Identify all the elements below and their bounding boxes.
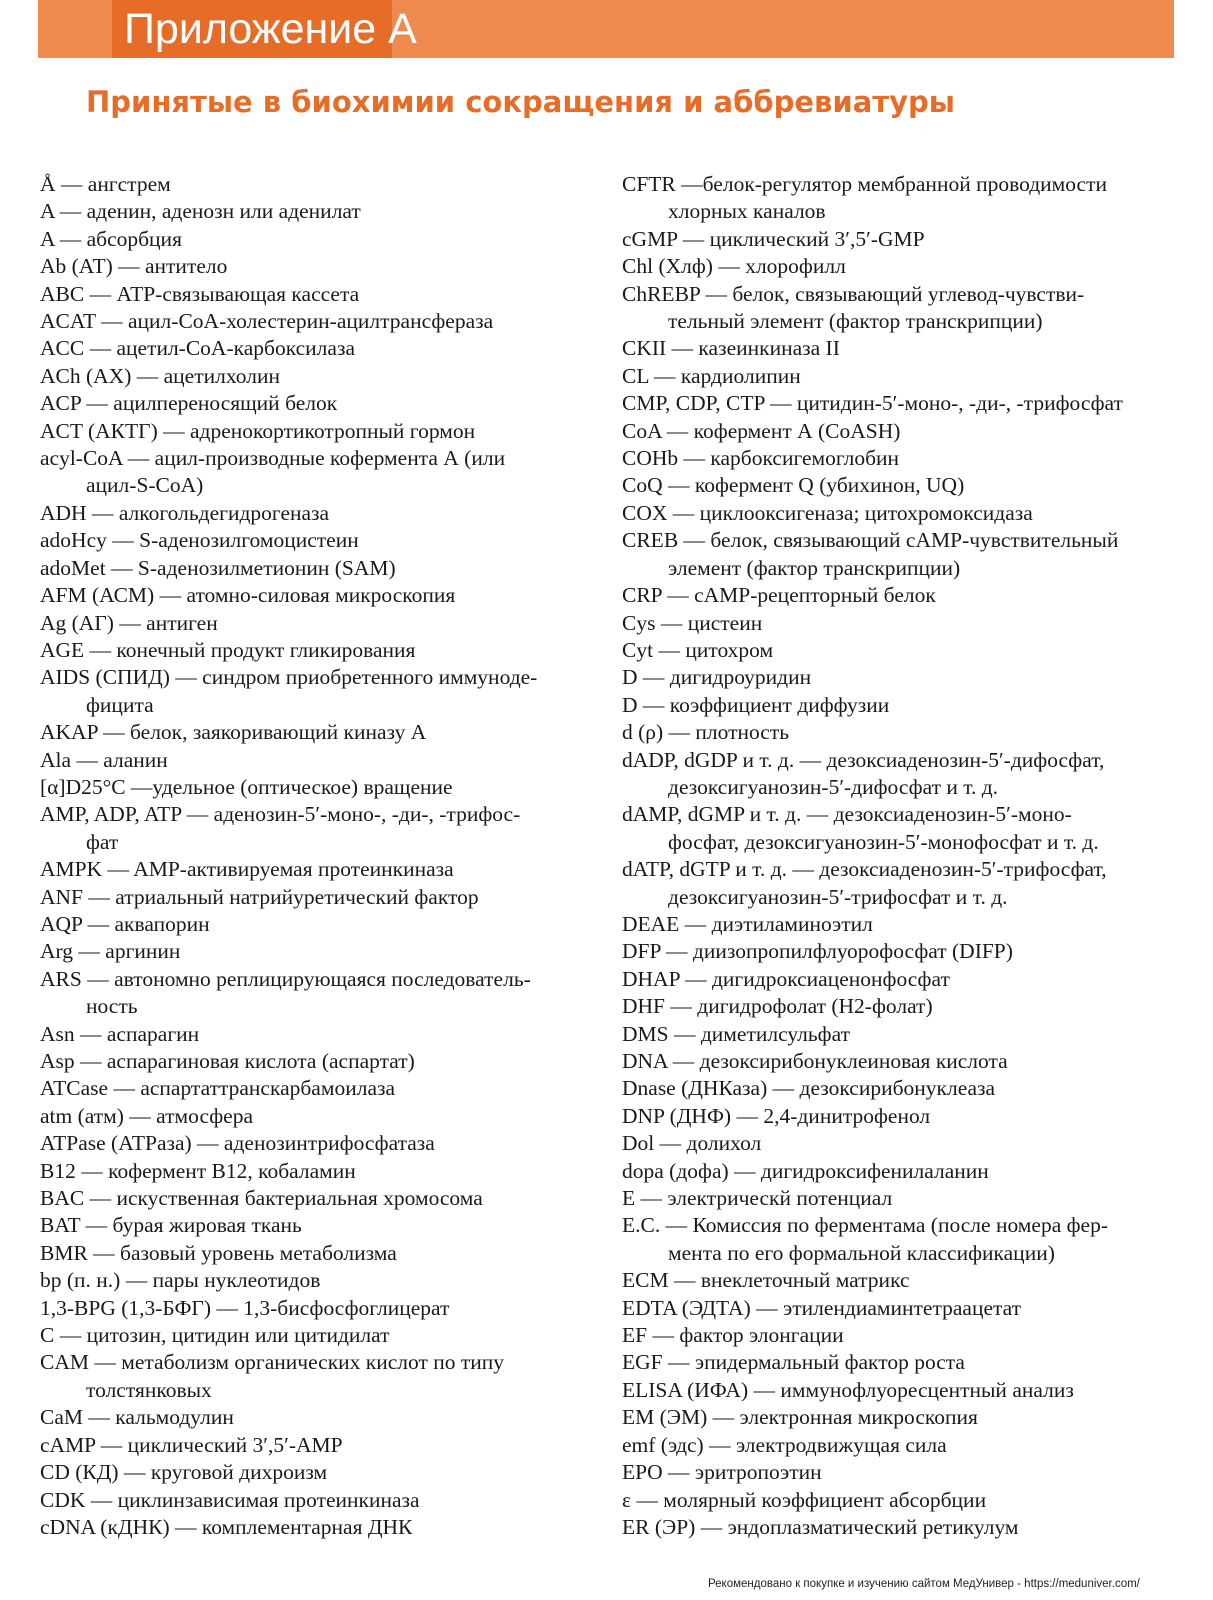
abbreviation-entry: DHAP — дигидроксиаценонфосфат	[622, 966, 950, 991]
abbreviation-entry: BAC — искуственная бактериальная хромосома	[40, 1186, 483, 1211]
page-title: Принятые в биохимии сокращения и аббревиатуры	[86, 85, 955, 119]
abbreviation-entry: cGMP — циклический 3′,5′-GMP	[622, 226, 925, 251]
abbreviation-entry: ATCase — аспартаттранскарбамоилаза	[40, 1076, 396, 1101]
abbreviation-entry: ATPase (АТРаза) — аденозинтрифосфатаза	[40, 1131, 435, 1156]
abbreviation-entry: AMP, ADP, ATP — аденозин-5′-моно-, -ди-, -трифос- фат	[40, 802, 521, 854]
abbreviation-entry: B12 — кофермент B12, кобаламин	[40, 1158, 356, 1183]
abbreviation-entry: DNP (ДНФ) — 2,4-динитрофенол	[622, 1103, 931, 1128]
abbreviation-entry: CRP — cAMP-рецепторный белок	[622, 583, 936, 608]
abbreviation-entry: BMR — базовый уровень метаболизма	[40, 1240, 397, 1265]
abbreviation-entry: ADH — алкогольдегидрогеназа	[40, 500, 330, 525]
abbreviation-entry: Asp — аспарагиновая кислота (аспартат)	[40, 1049, 415, 1073]
abbreviation-entry: CaM — кальмодулин	[40, 1405, 234, 1430]
abbreviation-entry: ACT (АКТГ) — адренокортикотропный гормон	[40, 418, 476, 443]
abbreviation-entry: ChREBP — белок, связывающий углевод-чувстви- тельный элемент (фактор транскрипции)	[622, 281, 1085, 334]
abbreviation-entry: A — абсорбция	[40, 226, 182, 251]
abbreviation-entry: COX — циклооксигеназа; цитохромоксидаза	[622, 500, 1033, 525]
abbreviation-entry: CFTR —белок-регулятор мембранной проводимости хлорных каналов	[622, 172, 1107, 224]
abbreviation-entry: CAM — метаболизм органических кислот по типу толстянковых	[40, 1350, 505, 1402]
abbreviation-entry: dATP, dGTP и т. д. — дезоксиаденозин-5′-трифосфат, дезоксигуанозин-5′-трифосфат и т. д.	[622, 857, 1107, 909]
abbreviation-entry: BAT — бурая жировая ткань	[40, 1213, 302, 1238]
abbreviation-entry: bp (п. н.) — пары нуклеотидов	[40, 1268, 321, 1293]
abbreviation-entry: AIDS (СПИД) — синдром приобретенного иммуноде- фицита	[40, 665, 538, 717]
abbreviation-entry: DMS — диметилсульфат	[622, 1021, 850, 1046]
abbreviation-entry: EGF — эпидермальный фактор роста	[622, 1350, 965, 1375]
abbreviation-entry: dAMP, dGMP и т. д. — дезоксиаденозин-5′-моно- фосфат, дезоксигуанозин-5′-монофосфат и т. д.	[622, 802, 1099, 854]
abbreviation-entry: Dnase (ДНКаза) — дезоксирибонуклеаза	[622, 1076, 996, 1101]
abbreviation-entry: AGE — конечный продукт гликирования	[40, 637, 416, 662]
abbreviation-entry: acyl-CoA — ацил-производные кофермента А (или ацил-S-CoA)	[40, 446, 506, 498]
abbreviation-entry: Ab (АТ) — антитело	[40, 254, 228, 279]
abbreviation-entry: ACP — ацилпереносящий белок	[40, 391, 338, 416]
abbreviation-entry: AMPK — AMP-активируемая протеинкиназа	[40, 857, 454, 882]
abbreviation-entry: Cyt — цитохром	[622, 637, 774, 662]
abbreviation-entry: ECM — внеклеточный матрикс	[622, 1268, 910, 1293]
abbreviation-entry: Dol — долихол	[622, 1131, 762, 1156]
abbreviation-entry: E.C. — Комиссия по ферментама (после номера фер- мента по его формальной классификации)	[622, 1213, 1108, 1265]
footer-recommendation: Рекомендовано к покупке и изучению сайтом МедУнивер - https://meduniver.com/	[708, 1578, 1140, 1590]
abbreviation-entry: CREB — белок, связывающий cAMP-чувствительный элемент (фактор транскрипции)	[622, 528, 1119, 580]
abbreviation-entry: CKII — казеинкиназа II	[622, 336, 840, 361]
abbreviation-entry: ARS — автономно реплицирующаяся последователь- ность	[40, 966, 531, 1019]
abbreviation-entry: Å — ангстрем	[40, 172, 171, 196]
abbreviation-entry: ER (ЭР) — эндоплазматический ретикулум	[622, 1514, 1019, 1539]
abbreviation-entry: adoHcy — S-аденозилгомоцистеин	[40, 528, 359, 553]
abbreviation-entry: ACAT — ацил-СоА-холестерин-ацилтрансфераза	[40, 309, 494, 334]
abbreviation-entry: 1,3-BPG (1,3-БФГ) — 1,3-бисфосфоглицерат	[40, 1295, 450, 1320]
abbreviation-entry: adoMet — S-аденозилметионин (SAM)	[40, 555, 396, 580]
abbreviation-entry: A — аденин, аденозн или аденилат	[40, 199, 361, 224]
abbreviation-entry: Ag (АГ) — антиген	[40, 610, 218, 635]
abbreviation-entry: CoA — кофермент А (CoASH)	[622, 418, 901, 443]
abbreviation-entry: EPO — эритропоэтин	[622, 1460, 822, 1485]
abbreviation-entry: Ala — аланин	[40, 747, 168, 772]
abbreviation-entry: C — цитозин, цитидин или цитидилат	[40, 1323, 390, 1348]
abbreviation-entry: AQP — аквапорин	[40, 911, 210, 936]
abbreviation-entry: DFP — диизопропилфлуорофосфат (DIFP)	[622, 939, 1013, 964]
abbreviation-entry: AFM (АСМ) — атомно-силовая микроскопия	[40, 583, 456, 608]
abbreviation-entry: emf (эдс) — электродвижущая сила	[622, 1432, 947, 1457]
appendix-title: Приложение А	[124, 5, 417, 53]
abbreviation-entry: atm (атм) — атмосфера	[40, 1103, 254, 1128]
abbreviation-entry: dopa (дофа) — дигидроксифенилаланин	[622, 1158, 989, 1183]
abbreviation-entry: CD (КД) — круговой дихроизм	[40, 1460, 328, 1485]
abbreviation-entry: DEAE — диэтиламиноэтил	[622, 911, 873, 936]
abbreviation-entry: E — электрическй потенциал	[622, 1186, 893, 1211]
abbreviation-entry: ANF — атриальный натрийуретический фактор	[40, 884, 479, 909]
abbreviation-entry: DHF — дигидрофолат (H2-фолат)	[622, 994, 933, 1019]
abbreviation-entry: ABC — АТР-связывающая кассета	[40, 281, 360, 306]
abbreviation-entry: cDNA (кДНК) — комплементарная ДНК	[40, 1514, 413, 1539]
abbreviation-entry: CoQ — кофермент Q (убихинон, UQ)	[622, 473, 965, 498]
abbreviation-entry: ACC — ацетил-СоА-карбоксилаза	[40, 336, 355, 361]
abbreviation-entry: AKAP — белок, заякоривающий киназу А	[40, 720, 427, 745]
abbreviation-entry: Asn — аспарагин	[40, 1021, 200, 1046]
abbreviation-list-left	[40, 171, 585, 1541]
abbreviation-entry: Cys — цистеин	[622, 610, 763, 635]
abbreviation-entry: COHb — карбоксигемоглобин	[622, 446, 900, 471]
abbreviation-entry: DNA — дезоксирибонуклеиновая кислота	[622, 1049, 1008, 1073]
abbreviation-entry: d (ρ) — плотность	[622, 720, 790, 745]
abbreviation-entry: EM (ЭМ) — электронная микроскопия	[622, 1405, 978, 1430]
abbreviation-entry: cAMP — циклический 3′,5′-AMP	[40, 1432, 343, 1457]
abbreviation-entry: ε — молярный коэффициент абсорбции	[622, 1487, 987, 1512]
abbreviation-entry: D — дигидроуридин	[622, 665, 812, 690]
abbreviation-entry: CMP, CDP, CTP — цитидин-5′-моно-, -ди-, -трифосфат	[622, 391, 1123, 416]
abbreviation-entry: EF — фактор элонгации	[622, 1323, 844, 1348]
abbreviation-entry: Chl (Хлф) — хлорофилл	[622, 254, 846, 279]
abbreviation-entry: CDK — циклинзависимая протеинкиназа	[40, 1487, 420, 1512]
abbreviation-entry: CL — кардиолипин	[622, 363, 801, 388]
abbreviation-entry: ELISA (ИФА) — иммунофлуоресцентный анализ	[622, 1377, 1074, 1402]
abbreviation-entry: [α]D25°C —удельное (оптическое) вращение	[40, 774, 453, 799]
abbreviation-entry: D — коэффициент диффузии	[622, 692, 890, 717]
abbreviation-entry: EDTA (ЭДТА) — этилендиаминтетраацетат	[622, 1295, 1022, 1320]
abbreviation-entry: dADP, dGDP и т. д. — дезоксиаденозин-5′-дифосфат, дезоксигуанозин-5′-дифосфат и т. д.	[622, 747, 1105, 799]
abbreviation-entry: ACh (АХ) — ацетилхолин	[40, 363, 280, 388]
abbreviation-list-right	[622, 171, 1174, 1541]
abbreviation-entry: Arg — аргинин	[40, 939, 181, 964]
